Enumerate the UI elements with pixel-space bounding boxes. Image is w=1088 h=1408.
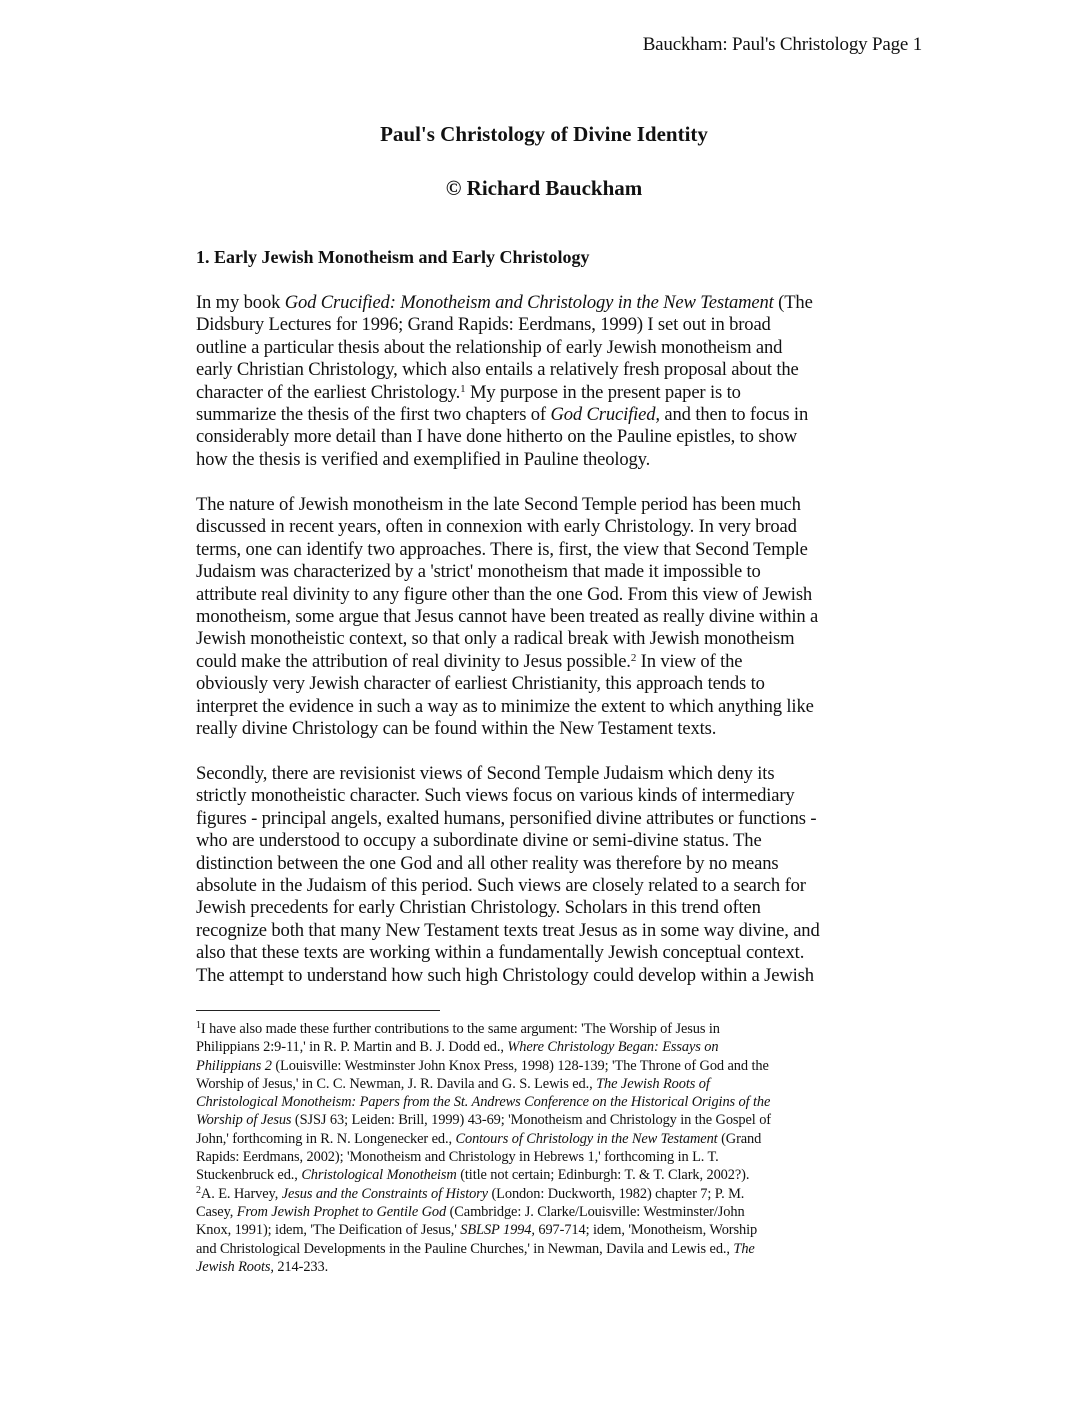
footnote-separator	[196, 1010, 440, 1011]
text-line	[196, 1093, 896, 1111]
text-run: (London: Duckworth, 1982) chapter 7; P. M.	[487, 1185, 745, 1202]
text-line	[196, 314, 896, 336]
text-line	[196, 382, 896, 404]
text-line	[196, 1057, 896, 1075]
paragraph	[196, 763, 896, 987]
text-line	[196, 965, 896, 987]
text-run: The nature of Jewish monotheism in the late Second Temple period has been much	[196, 494, 801, 515]
text-run: I have also made these further contributions to the same argument: 'The Worship of Jesus in	[200, 1021, 720, 1037]
text-run: and then to focus in	[659, 404, 809, 426]
text-line	[196, 1130, 896, 1148]
text-run: could make the attribution of real divinity to Jesus possible.	[196, 650, 631, 672]
text-run: Rapids: Eerdmans, 2002); 'Monotheism and Christology in Hebrews 1,' forthcoming in L. T.	[196, 1149, 719, 1166]
text-run: Jewish precedents for early Christian Christology. Scholars in this trend often	[196, 897, 761, 919]
text-line	[196, 1148, 896, 1166]
text-line	[196, 539, 896, 561]
text-line	[196, 785, 896, 807]
text-run: summarize the thesis of the first two chapters of	[196, 404, 551, 426]
text-line	[196, 853, 896, 875]
footnotes	[196, 1020, 896, 1276]
text-run: early Christian Christology, which also entails a relatively fresh proposal about the	[196, 359, 799, 381]
italic-text: Jesus and the Constraints of History	[281, 1185, 488, 1202]
footnote-ref: 2	[630, 651, 637, 664]
text-run: Stuckenbruck ed.,	[196, 1167, 302, 1184]
text-line	[196, 875, 896, 897]
text-run: interpret the evidence in such a way as to minimize the extent to which anything like	[196, 695, 814, 717]
text-run: Philippians 2:9-11,' in R. P. Martin and B. J. Dodd ed.,	[196, 1039, 508, 1056]
text-line	[196, 718, 896, 740]
text-line	[196, 1111, 896, 1129]
text-line	[196, 673, 896, 695]
text-run: Jewish monotheistic context, so that only a radical break with Jewish monotheism	[196, 628, 795, 650]
section-heading: 1. Early Jewish Monotheism and Early Christology	[196, 247, 590, 267]
text-run: A. E. Harvey,	[200, 1185, 282, 1202]
text-line	[196, 426, 896, 448]
italic-text: Christological Monotheism	[301, 1167, 457, 1184]
italic-text: Where Christology Began: Essays on	[507, 1039, 719, 1056]
italic-text: God Crucified: Monotheism and Christology in the New Testament	[284, 292, 774, 313]
text-run: figures - principal angels, exalted humans, personified divine attributes or functions -	[196, 807, 817, 829]
text-run: The attempt to understand how such high Christology could develop within a Jewish	[196, 964, 814, 986]
text-line	[196, 449, 896, 471]
text-line	[196, 561, 896, 583]
text-run: who are understood to occupy a subordinate divine or semi-divine status. The	[196, 830, 762, 852]
text-run: John,' forthcoming in R. N. Longenecker ed.,	[196, 1130, 456, 1147]
document-title: Paul's Christology of Divine Identity	[380, 122, 708, 146]
text-run: character of the earliest Christology.	[196, 381, 461, 403]
text-run: absolute in the Judaism of this period. Such views are closely related to a search for	[196, 875, 806, 897]
text-line	[196, 359, 896, 381]
text-line	[196, 337, 896, 359]
italic-text: Worship of Jesus	[196, 1112, 292, 1129]
text-run: In view of the	[636, 650, 743, 672]
text-run: considerably more detail than I have done hitherto on the Pauline epistles, to show	[196, 426, 797, 448]
text-line	[196, 404, 896, 426]
text-line	[196, 1166, 896, 1184]
text-run: (title not certain; Edinburgh: T. & T. Clark, 2002?).	[456, 1167, 750, 1184]
text-run: Secondly, there are revisionist views of Second Temple Judaism which deny its	[196, 763, 775, 784]
text-run: and Christological Developments in the Pauline Churches,' in Newman, Davila and Lewis ed.,	[196, 1240, 734, 1257]
text-line	[196, 494, 896, 516]
text-line	[196, 606, 896, 628]
text-line	[196, 1038, 896, 1056]
text-run: My purpose in the present paper is to	[465, 381, 741, 403]
text-run: strictly monotheistic character. Such views focus on various kinds of intermediary	[196, 785, 795, 807]
text-run: Judaism was characterized by a 'strict' monotheism that made it impossible to	[196, 561, 761, 583]
italic-text: God Crucified,	[550, 404, 660, 426]
italic-text: The Jewish Roots of	[596, 1075, 710, 1092]
italic-text: SBLSP 1994,	[460, 1222, 535, 1239]
text-run: recognize both that many New Testament texts treat Jesus as in some way divine, and	[196, 919, 820, 941]
author-line: © Richard Bauckham	[445, 176, 643, 200]
text-line	[196, 292, 896, 314]
footnote-ref: 1	[196, 1020, 201, 1031]
text-line	[196, 830, 896, 852]
text-line	[196, 1075, 896, 1093]
text-run: really divine Christology can be found within the New Testament texts.	[196, 718, 717, 740]
text-run: attribute real divinity to any figure other than the one God. From this view of Jewish	[196, 583, 813, 605]
text-run: In my book	[196, 292, 285, 313]
text-run: (Cambridge: J. Clarke/Louisville: Westminster/John	[446, 1203, 745, 1220]
text-run: also that these texts are working within a fundamentally Jewish conceptual context.	[196, 942, 805, 964]
text-run: terms, one can identify two approaches. There is, first, the view that Second Temple	[196, 538, 808, 560]
text-line	[196, 1258, 896, 1276]
text-run: 697-714; idem, 'Monotheism, Worship	[534, 1222, 758, 1239]
text-line	[196, 651, 896, 673]
italic-text: The	[733, 1240, 755, 1257]
text-run: (Louisville: Westminster John Knox Press, 1998) 128-139; 'The Throne of God and the	[271, 1057, 769, 1074]
text-run: obviously very Jewish character of earliest Christianity, this approach tends to	[196, 673, 765, 695]
footnote-ref: 2	[196, 1184, 201, 1196]
text-line	[196, 897, 896, 919]
italic-text: From Jewish Prophet to Gentile God	[236, 1203, 447, 1220]
text-run: 214-233.	[273, 1258, 329, 1275]
text-line	[196, 808, 896, 830]
paragraph	[196, 292, 896, 471]
text-line	[196, 1020, 896, 1038]
text-line	[196, 1221, 896, 1239]
text-line	[196, 696, 896, 718]
italic-text: Philippians 2	[196, 1057, 272, 1074]
text-line	[196, 1240, 896, 1258]
italic-text: Christological Monotheism: Papers from the St. Andrews Conference on the Historical Origins of the	[196, 1094, 771, 1111]
footnote-ref: 1	[460, 382, 466, 395]
text-run: Knox, 1991); idem, 'The Deification of Jesus,'	[196, 1222, 461, 1239]
text-run: outline a particular thesis about the relationship of early Jewish monotheism and	[196, 336, 783, 358]
text-run: (Grand	[717, 1130, 762, 1147]
paragraph	[196, 494, 896, 740]
text-line	[196, 584, 896, 606]
text-run: monotheism, some argue that Jesus cannot have been treated as really divine within a	[196, 606, 819, 628]
text-line	[196, 920, 896, 942]
running-head: Bauckham: Paul's Christology Page 1	[642, 34, 922, 55]
text-run: (The	[773, 292, 813, 313]
italic-text: Jewish Roots,	[196, 1258, 274, 1275]
text-line	[196, 763, 896, 785]
text-run: (SJSJ 63; Leiden: Brill, 1999) 43-69; 'Monotheism and Christology in the Gospel of	[291, 1112, 771, 1129]
italic-text: Contours of Christology in the New Testament	[455, 1130, 718, 1147]
text-line	[196, 942, 896, 964]
text-line	[196, 1203, 896, 1221]
text-line	[196, 516, 896, 538]
text-run: Worship of Jesus,' in C. C. Newman, J. R. Davila and G. S. Lewis ed.,	[196, 1075, 597, 1092]
text-run: distinction between the one God and all other reality was therefore by no means	[196, 852, 779, 874]
text-run: discussed in recent years, often in connexion with early Christology. In very broad	[196, 516, 797, 538]
text-line	[196, 1185, 896, 1203]
text-line	[196, 628, 896, 650]
text-run: Didsbury Lectures for 1996; Grand Rapids: Eerdmans, 1999) I set out in broad	[196, 314, 771, 336]
text-run: Casey,	[196, 1203, 237, 1220]
text-run: how the thesis is verified and exemplified in Pauline theology.	[196, 448, 651, 470]
